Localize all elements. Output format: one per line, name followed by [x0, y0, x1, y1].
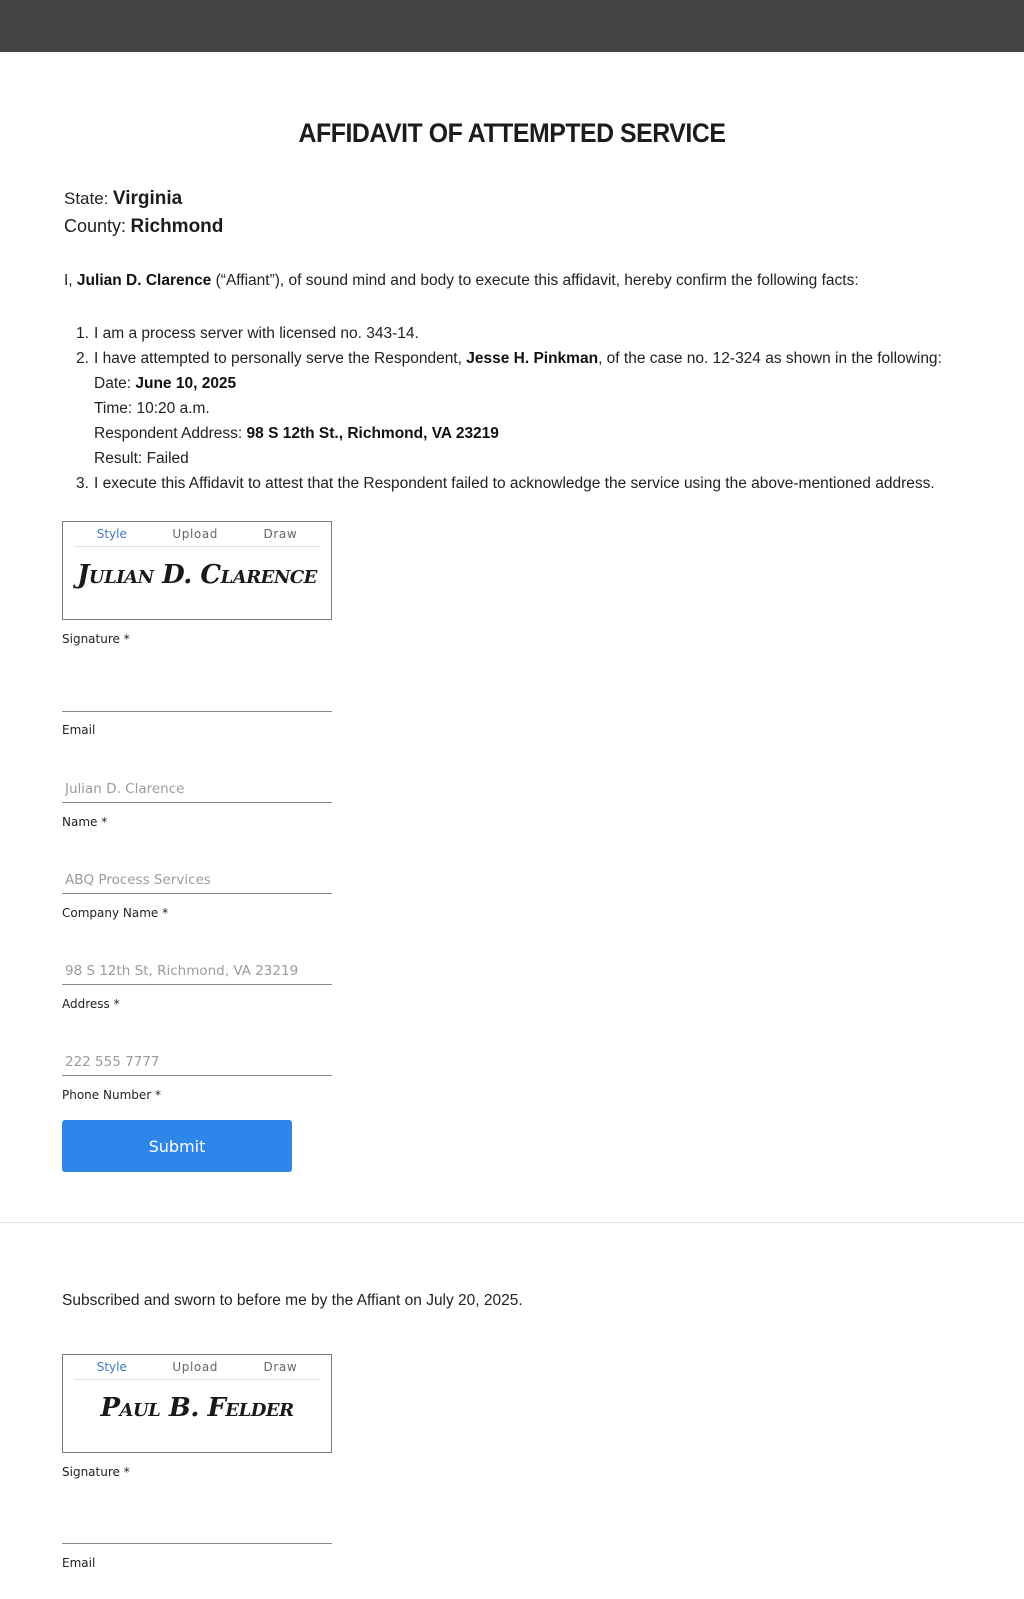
name-label: Name * [62, 815, 108, 829]
state-value: Virginia [112, 188, 183, 209]
state-label: State: [64, 189, 109, 208]
signature-tabs [74, 522, 320, 547]
intro-prefix: I, [64, 272, 77, 289]
tab-upload[interactable]: Upload [172, 1360, 219, 1374]
section-divider [0, 1222, 1024, 1223]
signature-label: Signature * [62, 632, 130, 646]
signature-tabs [74, 1355, 320, 1380]
address-label: Address * [62, 997, 120, 1011]
sworn-statement: Subscribed and sworn to before me by the Affiant on July 20, 2025. [62, 1292, 523, 1309]
company-name-label: Company Name * [62, 906, 169, 920]
fact-item: 1. I am a process server with licensed no. 343-14. [76, 325, 419, 342]
service-result: Result: Failed [94, 450, 189, 467]
email-input[interactable] [62, 676, 332, 712]
email-input[interactable] [62, 1508, 332, 1544]
phone-number-label: Phone Number * [62, 1088, 162, 1102]
company-name-input[interactable] [62, 858, 332, 894]
email-label: Email [62, 723, 96, 737]
intro-suffix: (“Affiant”), of sound mind and body to execute this affidavit, hereby confirm the following facts: [211, 272, 859, 289]
facts-list [76, 321, 942, 496]
service-time: Time: 10:20 a.m. [94, 400, 210, 417]
fact-text: I am a process server with licensed no. 343-14. [94, 325, 419, 342]
respondent-address: Respondent Address: 98 S 12th St., Richmond, VA 23219 [94, 425, 499, 442]
tab-style[interactable]: Style [96, 527, 127, 541]
affiant-signature-pad[interactable] [62, 521, 332, 620]
email-label: Email [62, 1556, 96, 1570]
address-input[interactable] [62, 949, 332, 985]
county-line [64, 216, 223, 238]
tab-draw[interactable]: Draw [263, 1360, 298, 1374]
fact-text: I execute this Affidavit to attest that the Respondent failed to acknowledge the service using the above-mentioned address. [94, 475, 935, 492]
county-value: Richmond [130, 216, 224, 237]
submit-button[interactable]: Submit [62, 1120, 292, 1172]
county-label: County: [64, 216, 127, 236]
signature-label: Signature * [62, 1465, 130, 1479]
tab-draw[interactable]: Draw [263, 527, 298, 541]
signature-preview: Julian D. Clarence [77, 560, 317, 590]
fact-item: 3. I execute this Affidavit to attest that the Respondent failed to acknowledge the service using the above-mentioned address. [76, 475, 935, 492]
tab-upload[interactable]: Upload [172, 527, 219, 541]
service-date: Date: June 10, 2025 [94, 375, 237, 392]
notary-signature-pad[interactable] [62, 1354, 332, 1453]
phone-number-input[interactable] [62, 1040, 332, 1076]
affiant-name: Julian D. Clarence [76, 272, 212, 289]
name-input[interactable] [62, 767, 332, 803]
intro-paragraph [64, 272, 859, 290]
state-line [64, 188, 182, 210]
top-bar [0, 0, 1024, 52]
fact-item: 2. I have attempted to personally serve the Respondent, Jesse H. Pinkman, of the case no. 12-324 as shown in the following: [76, 350, 942, 367]
signature-preview: Paul B. Felder [100, 1393, 294, 1423]
page-title: AFFIDAVIT OF ATTEMPTED SERVICE [298, 118, 726, 148]
tab-style[interactable]: Style [96, 1360, 127, 1374]
respondent-name: Jesse H. Pinkman [466, 350, 599, 367]
